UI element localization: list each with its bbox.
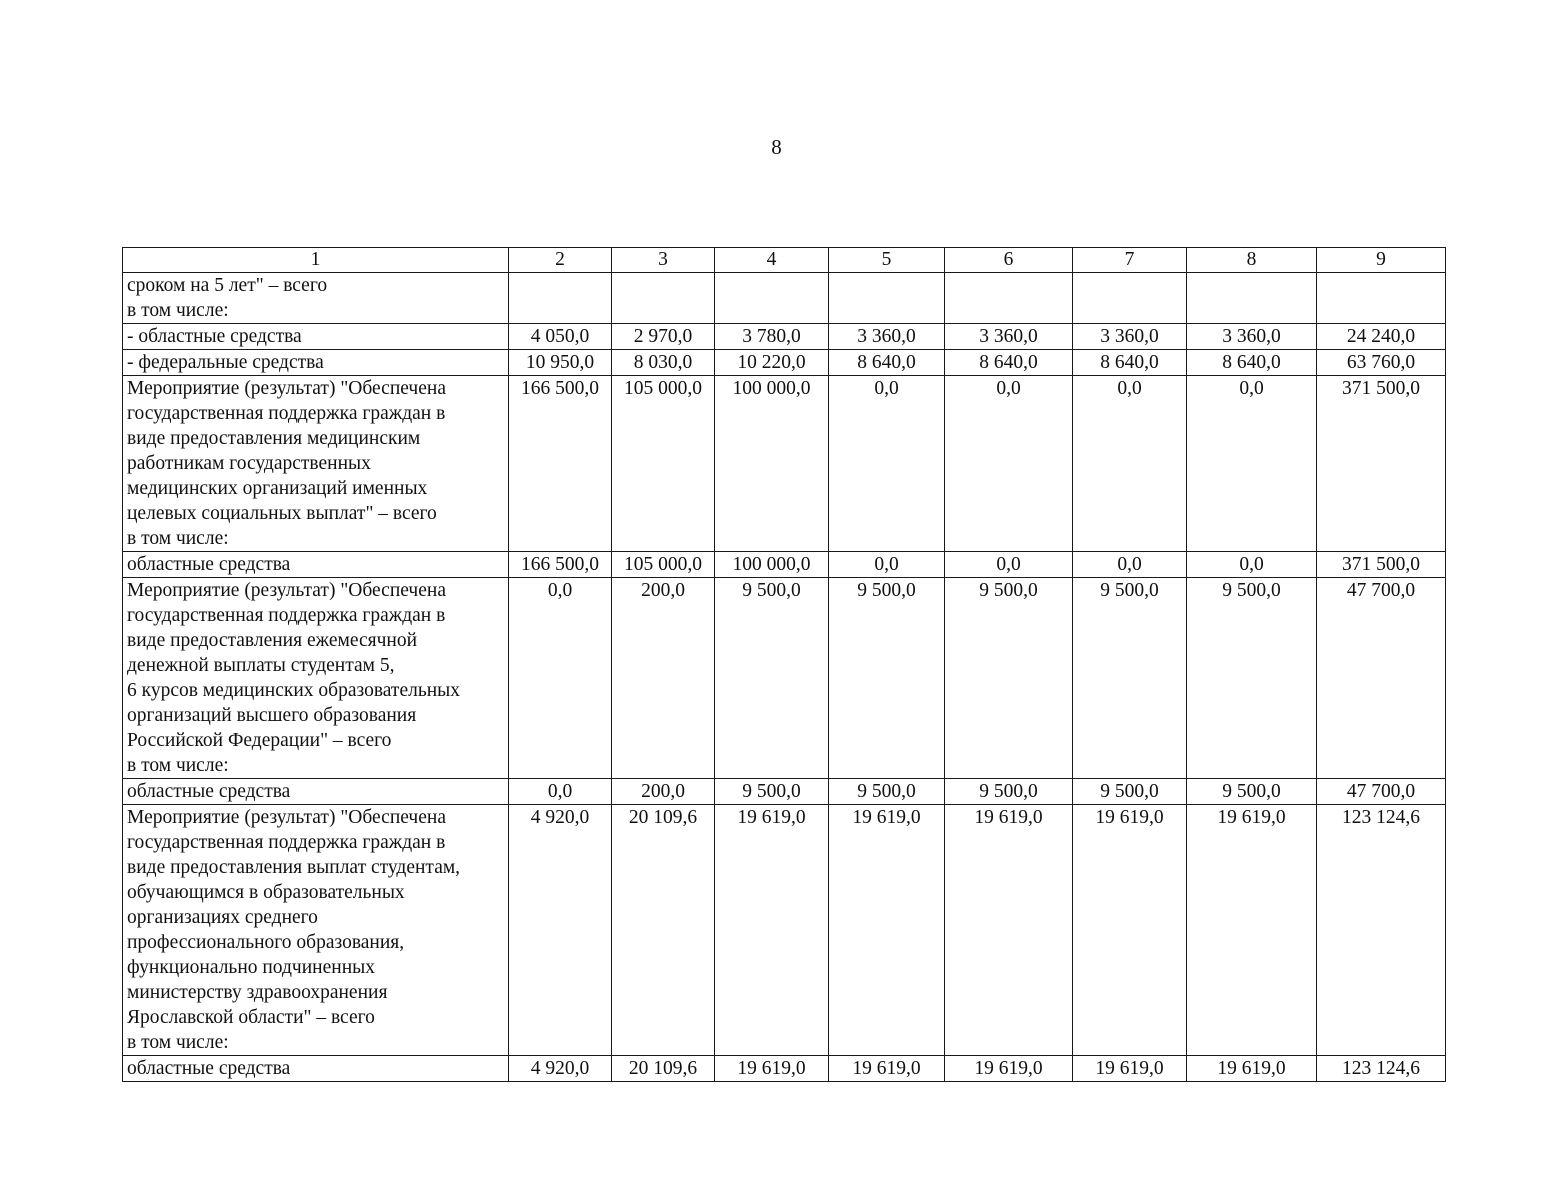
- table-row: [123, 350, 1446, 376]
- value-cell-col-6: 19 619,0: [945, 805, 1073, 1056]
- page-number: 8: [771, 135, 782, 159]
- value-cell-col-8: 8 640,0: [1187, 350, 1317, 376]
- value-cell-col-4: 100 000,0: [715, 376, 829, 552]
- value-cell-col-5: 8 640,0: [829, 350, 945, 376]
- value-cell-col-3: 105 000,0: [612, 552, 715, 578]
- header-cell: 3: [612, 248, 715, 273]
- value-cell-col-7: 3 360,0: [1073, 324, 1187, 350]
- value-cell-col-8: 9 500,0: [1187, 779, 1317, 805]
- value-cell-col-7: 9 500,0: [1073, 578, 1187, 779]
- value-cell-col-5: [829, 273, 945, 324]
- value-cell-col-9: 24 240,0: [1317, 324, 1446, 350]
- row-label-cell: Мероприятие (результат) "Обеспечена государственная поддержка граждан в виде предоставления выплат студентам, обучающимся в образовательных организациях среднего профессионального образования, функционально подчиненных министерству здравоохранения Ярославской области" – всего в том числе:: [123, 805, 509, 1056]
- value-cell-col-6: 9 500,0: [945, 779, 1073, 805]
- value-cell-col-5: 9 500,0: [829, 578, 945, 779]
- value-cell-col-2: 10 950,0: [509, 350, 612, 376]
- value-cell-col-3: 200,0: [612, 578, 715, 779]
- value-cell-col-9: 47 700,0: [1317, 578, 1446, 779]
- row-label-cell: областные средства: [123, 779, 509, 805]
- value-cell-col-2: 0,0: [509, 578, 612, 779]
- header-cell: 7: [1073, 248, 1187, 273]
- value-cell-col-8: 0,0: [1187, 552, 1317, 578]
- table-row: [123, 578, 1446, 779]
- value-cell-col-9: 371 500,0: [1317, 552, 1446, 578]
- value-cell-col-9: 371 500,0: [1317, 376, 1446, 552]
- table-row: [123, 376, 1446, 552]
- budget-table: [122, 247, 1446, 1082]
- value-cell-col-5: 0,0: [829, 376, 945, 552]
- row-label-cell: сроком на 5 лет" – всего в том числе:: [123, 273, 509, 324]
- value-cell-col-8: 0,0: [1187, 376, 1317, 552]
- value-cell-col-4: 19 619,0: [715, 805, 829, 1056]
- value-cell-col-4: 9 500,0: [715, 779, 829, 805]
- value-cell-col-8: 19 619,0: [1187, 1056, 1317, 1082]
- value-cell-col-5: 3 360,0: [829, 324, 945, 350]
- value-cell-col-4: 3 780,0: [715, 324, 829, 350]
- value-cell-col-5: 19 619,0: [829, 805, 945, 1056]
- value-cell-col-3: [612, 273, 715, 324]
- value-cell-col-4: [715, 273, 829, 324]
- row-label-cell: Мероприятие (результат) "Обеспечена государственная поддержка граждан в виде предоставления ежемесячной денежной выплаты студентам 5, 6 курсов медицинских образовательных организаций высшего образования Российской Федерации" – всего в том числе:: [123, 578, 509, 779]
- value-cell-col-4: 100 000,0: [715, 552, 829, 578]
- value-cell-col-4: 9 500,0: [715, 578, 829, 779]
- value-cell-col-4: 19 619,0: [715, 1056, 829, 1082]
- value-cell-col-2: 4 920,0: [509, 805, 612, 1056]
- value-cell-col-8: 9 500,0: [1187, 578, 1317, 779]
- value-cell-col-3: 8 030,0: [612, 350, 715, 376]
- value-cell-col-7: 0,0: [1073, 552, 1187, 578]
- header-cell: 6: [945, 248, 1073, 273]
- value-cell-col-2: 4 920,0: [509, 1056, 612, 1082]
- value-cell-col-6: [945, 273, 1073, 324]
- value-cell-col-9: 123 124,6: [1317, 805, 1446, 1056]
- value-cell-col-9: 123 124,6: [1317, 1056, 1446, 1082]
- value-cell-col-6: 0,0: [945, 552, 1073, 578]
- value-cell-col-4: 10 220,0: [715, 350, 829, 376]
- table-row: [123, 779, 1446, 805]
- header-cell: 8: [1187, 248, 1317, 273]
- value-cell-col-7: 19 619,0: [1073, 1056, 1187, 1082]
- value-cell-col-7: 9 500,0: [1073, 779, 1187, 805]
- value-cell-col-9: 47 700,0: [1317, 779, 1446, 805]
- value-cell-col-5: 9 500,0: [829, 779, 945, 805]
- header-cell: 9: [1317, 248, 1446, 273]
- header-cell: 1: [123, 248, 509, 273]
- value-cell-col-2: 4 050,0: [509, 324, 612, 350]
- value-cell-col-7: 8 640,0: [1073, 350, 1187, 376]
- table-row: [123, 324, 1446, 350]
- value-cell-col-6: 9 500,0: [945, 578, 1073, 779]
- value-cell-col-5: 19 619,0: [829, 1056, 945, 1082]
- value-cell-col-2: [509, 273, 612, 324]
- value-cell-col-6: 3 360,0: [945, 324, 1073, 350]
- row-label-cell: Мероприятие (результат) "Обеспечена государственная поддержка граждан в виде предоставления медицинским работникам государственных медицинских организаций именных целевых социальных выплат" – всего в том числе:: [123, 376, 509, 552]
- value-cell-col-2: 0,0: [509, 779, 612, 805]
- table-row: [123, 1056, 1446, 1082]
- value-cell-col-2: 166 500,0: [509, 376, 612, 552]
- value-cell-col-6: 0,0: [945, 376, 1073, 552]
- value-cell-col-6: 8 640,0: [945, 350, 1073, 376]
- row-label-cell: - федеральные средства: [123, 350, 509, 376]
- value-cell-col-3: 20 109,6: [612, 805, 715, 1056]
- table-header-row: [123, 248, 1446, 273]
- value-cell-col-8: 19 619,0: [1187, 805, 1317, 1056]
- value-cell-col-2: 166 500,0: [509, 552, 612, 578]
- value-cell-col-3: 105 000,0: [612, 376, 715, 552]
- value-cell-col-7: [1073, 273, 1187, 324]
- row-label-cell: - областные средства: [123, 324, 509, 350]
- value-cell-col-8: [1187, 273, 1317, 324]
- value-cell-col-7: 0,0: [1073, 376, 1187, 552]
- value-cell-col-3: 200,0: [612, 779, 715, 805]
- value-cell-col-3: 2 970,0: [612, 324, 715, 350]
- table-row: [123, 273, 1446, 324]
- header-cell: 5: [829, 248, 945, 273]
- value-cell-col-6: 19 619,0: [945, 1056, 1073, 1082]
- value-cell-col-8: 3 360,0: [1187, 324, 1317, 350]
- value-cell-col-9: 63 760,0: [1317, 350, 1446, 376]
- value-cell-col-5: 0,0: [829, 552, 945, 578]
- header-cell: 2: [509, 248, 612, 273]
- header-cell: 4: [715, 248, 829, 273]
- value-cell-col-3: 20 109,6: [612, 1056, 715, 1082]
- table-body: [123, 248, 1446, 1082]
- value-cell-col-7: 19 619,0: [1073, 805, 1187, 1056]
- row-label-cell: областные средства: [123, 552, 509, 578]
- value-cell-col-9: [1317, 273, 1446, 324]
- table-row: [123, 805, 1446, 1056]
- table-row: [123, 552, 1446, 578]
- row-label-cell: областные средства: [123, 1056, 509, 1082]
